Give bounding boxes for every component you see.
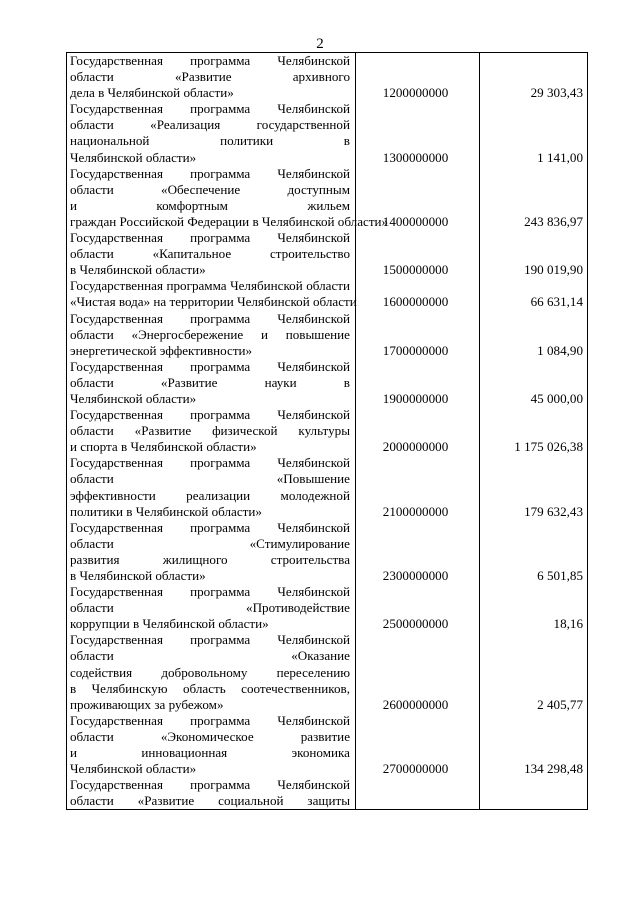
program-name-cell (67, 311, 356, 359)
program-code: 2500000000 (356, 584, 480, 632)
program-sum: 45 000,00 (480, 359, 588, 407)
program-name-cell (67, 520, 356, 584)
program-name: Государственная программа Челябинской области «Обеспечение доступным и комфортным жильем граждан Российской Федерации в Челябинской области» (70, 165, 389, 229)
program-name: Государственная программа Челябинской области «Реализация государственной национальной политики в Челябинской области» (70, 101, 350, 165)
program-code: 1900000000 (356, 359, 480, 407)
program-sum: 18,16 (480, 584, 588, 632)
program-name-cell (67, 455, 356, 519)
program-code: 2000000000 (356, 407, 480, 455)
program-sum: 179 632,43 (480, 455, 588, 519)
program-sum: 6 501,85 (480, 520, 588, 584)
program-code (356, 777, 480, 810)
program-name-cell (67, 165, 389, 230)
program-code: 1300000000 (356, 101, 480, 165)
program-name-cell (67, 632, 356, 712)
program-sum: 1 084,90 (480, 311, 588, 359)
budget-table (66, 52, 588, 810)
program-name: Государственная программа Челябинской области «Развитие архивного дела в Челябинской области» (70, 53, 350, 101)
table-row (67, 407, 588, 455)
program-code: 2100000000 (356, 455, 480, 519)
program-name-cell (67, 359, 356, 407)
program-name: Государственная программа Челябинской области «Развитие науки в Челябинской области» (70, 358, 350, 406)
program-code: 2700000000 (356, 713, 480, 777)
program-sum: 134 298,48 (480, 713, 588, 777)
program-name: Государственная программа Челябинской области «Оказание содействия добровольному переселению в Челябинскую область соотечественников, проживающих за рубежом» (70, 632, 350, 712)
table-row (67, 311, 588, 359)
program-code: 2300000000 (356, 520, 480, 584)
table-row (67, 777, 588, 810)
program-name-cell (67, 101, 356, 165)
program-code: 1200000000 (356, 53, 480, 102)
table-row (67, 166, 588, 230)
program-code: 1400000000 (356, 166, 480, 230)
program-code: 1700000000 (356, 311, 480, 359)
program-name-cell (67, 230, 356, 278)
program-name: Государственная программа Челябинской области «Энергосбережение и повышение энергетической эффективности» (70, 310, 350, 358)
program-sum: 243 836,97 (480, 166, 588, 230)
table-row (67, 632, 588, 712)
program-name-cell (67, 584, 356, 632)
table-row (67, 101, 588, 165)
program-name-cell (67, 407, 356, 455)
program-name-cell (67, 53, 356, 102)
table-row (67, 455, 588, 519)
program-sum: 29 303,43 (480, 53, 588, 102)
program-name: Государственная программа Челябинской области «Экономическое развитие и инновационная экономика Челябинской области» (70, 712, 350, 777)
page-number: 2 (316, 36, 324, 52)
table-row (67, 53, 588, 102)
program-name: Государственная программа Челябинской области «Развитие социальной защиты (70, 777, 350, 809)
table-row (67, 230, 588, 278)
table-row (67, 584, 588, 632)
program-code: 1500000000 (356, 230, 480, 278)
table-row (67, 713, 588, 777)
program-name: Государственная программа Челябинской области «Чистая вода» на территории Челябинской области (70, 278, 357, 310)
program-name: Государственная программа Челябинской области «Повышение эффективности реализации молодежной политики в Челябинской области» (70, 455, 350, 519)
program-sum: 2 405,77 (480, 632, 588, 712)
program-name: Государственная программа Челябинской области «Противодействие коррупции в Челябинской области» (70, 584, 350, 632)
program-sum: 190 019,90 (480, 230, 588, 278)
table-row (67, 520, 588, 584)
program-sum: 66 631,14 (480, 278, 588, 310)
program-code: 2600000000 (356, 632, 480, 712)
program-name: Государственная программа Челябинской области «Капитальное строительство в Челябинской области» (70, 230, 350, 278)
program-name: Государственная программа Челябинской области «Стимулирование развития жилищного строительства в Челябинской области» (70, 519, 350, 583)
program-name-cell (67, 713, 356, 777)
table-row (67, 278, 588, 310)
table-row (67, 359, 588, 407)
program-code: 1600000000 (356, 278, 480, 310)
program-name: Государственная программа Челябинской области «Развитие физической культуры и спорта в Челябинской области» (70, 407, 350, 455)
program-name-cell (67, 777, 356, 810)
program-sum: 1 175 026,38 (480, 407, 588, 455)
program-name-cell (67, 278, 356, 310)
program-sum: 1 141,00 (480, 101, 588, 165)
program-sum (480, 777, 588, 810)
